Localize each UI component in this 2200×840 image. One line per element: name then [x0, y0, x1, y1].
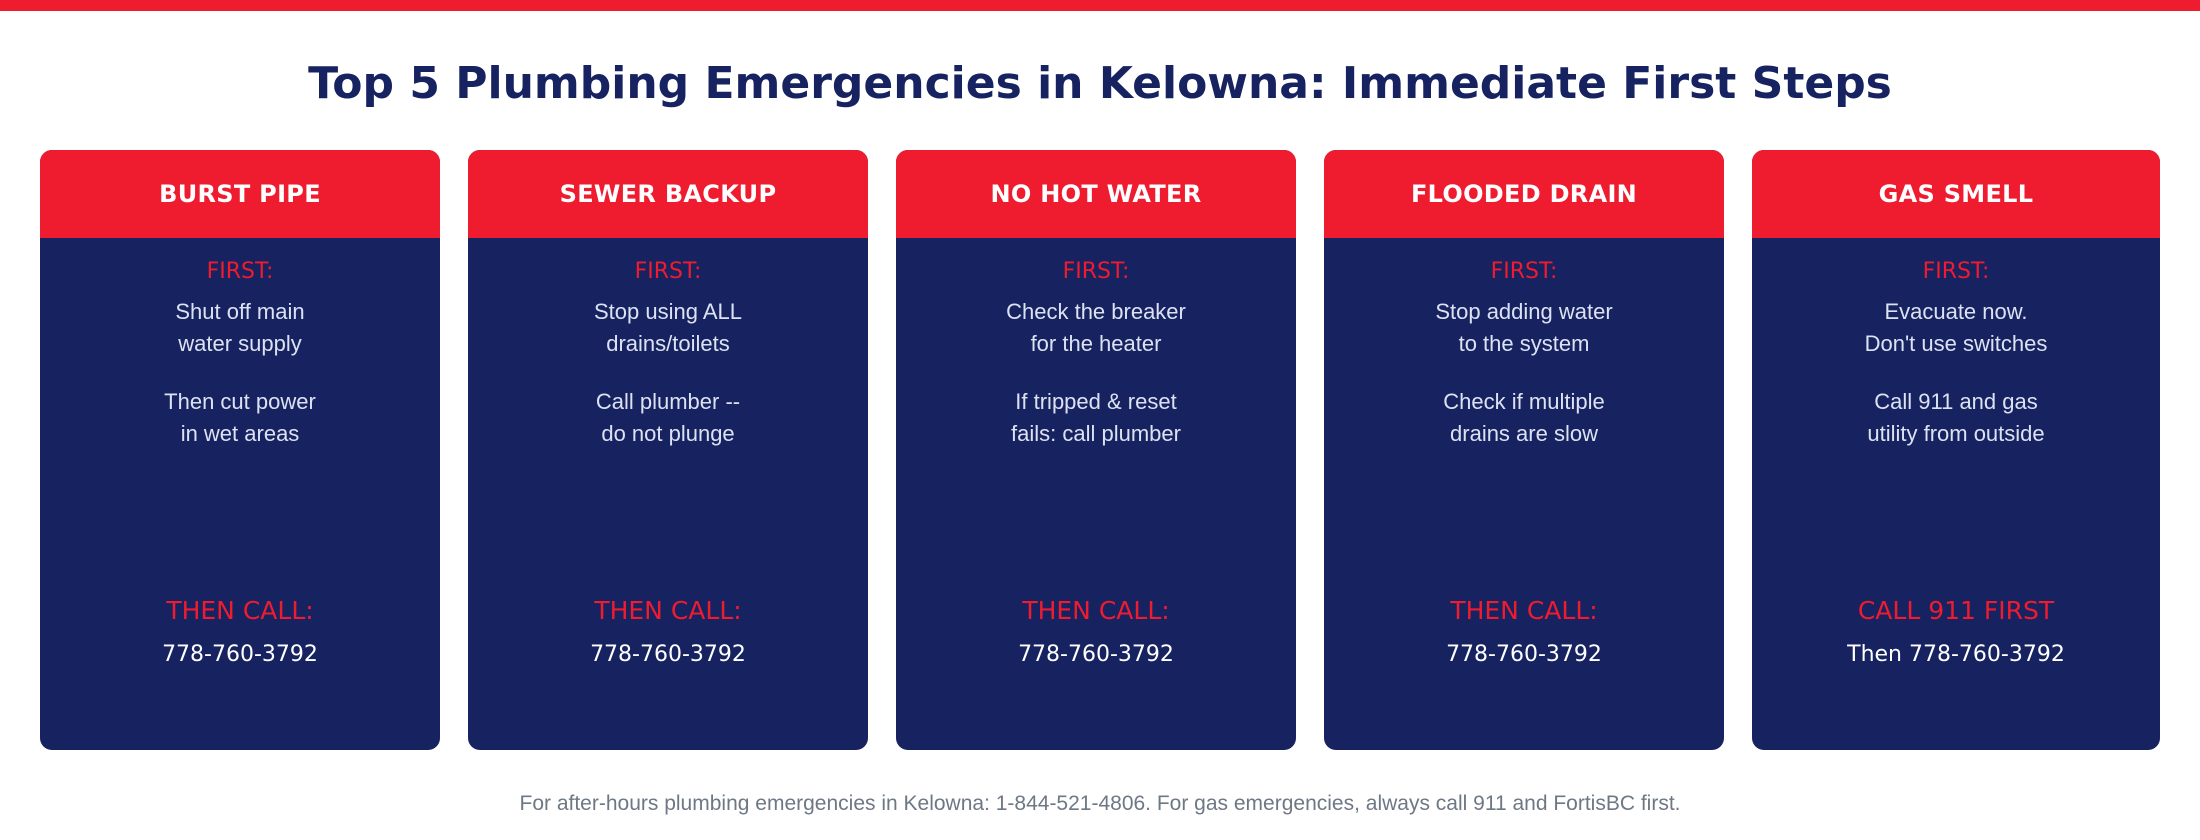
step-line: Check the breaker	[1006, 299, 1186, 324]
step-line: do not plunge	[601, 421, 735, 446]
top-accent-bar	[0, 0, 2200, 11]
card-title: GAS SMELL	[1878, 180, 2034, 208]
step-line: Stop using ALL	[593, 299, 742, 324]
card-burst-pipe	[40, 150, 440, 750]
step-line: Call 911 and gas	[1874, 389, 2038, 414]
step-line: for the heater	[1030, 331, 1162, 356]
step-line: Check if multiple	[1443, 389, 1605, 414]
first-label: FIRST:	[206, 259, 274, 284]
first-step	[468, 296, 868, 360]
first-label: FIRST:	[634, 259, 702, 284]
card-no-hot-water	[896, 150, 1296, 750]
first-label: FIRST:	[1062, 259, 1130, 284]
step-line: Call plumber --	[595, 389, 741, 414]
first-label: FIRST:	[1922, 259, 1990, 284]
card-gas-smell	[1752, 150, 2160, 750]
step-line: Shut off main	[175, 299, 305, 324]
step-line: fails: call plumber	[1011, 421, 1181, 446]
card-flooded-drain	[1324, 150, 1724, 750]
step-line: in wet areas	[180, 421, 300, 446]
first-step	[40, 296, 440, 360]
step-line: to the system	[1458, 331, 1590, 356]
card-header	[1324, 150, 1724, 238]
then-call-label: THEN CALL:	[594, 596, 742, 625]
second-step	[1324, 386, 1724, 450]
page-title: Top 5 Plumbing Emergencies in Kelowna: Immediate First Steps	[308, 58, 1892, 109]
first-step	[896, 296, 1296, 360]
second-step	[896, 386, 1296, 450]
step-line: drains are slow	[1450, 421, 1598, 446]
first-step	[1752, 296, 2160, 360]
second-step	[468, 386, 868, 450]
card-header	[1752, 150, 2160, 238]
then-call-label: THEN CALL:	[1022, 596, 1170, 625]
card-header	[40, 150, 440, 238]
card-header	[896, 150, 1296, 238]
then-call-label: THEN CALL:	[1450, 596, 1598, 625]
step-line: Then cut power	[164, 389, 316, 414]
card-sewer-backup	[468, 150, 868, 750]
card-title: FLOODED DRAIN	[1410, 180, 1638, 208]
phone-number: 778-760-3792	[1446, 642, 1602, 667]
first-label: FIRST:	[1490, 259, 1558, 284]
first-step	[1324, 296, 1724, 360]
step-line: Evacuate now.	[1884, 299, 2028, 324]
step-line: Stop adding water	[1435, 299, 1613, 324]
step-line: If tripped & reset	[1015, 389, 1177, 414]
phone-number: 778-760-3792	[590, 642, 746, 667]
then-call-label: THEN CALL:	[166, 596, 314, 625]
card-header	[468, 150, 868, 238]
second-step	[40, 386, 440, 450]
second-step	[1752, 386, 2160, 450]
phone-number: 778-760-3792	[1018, 642, 1174, 667]
step-line: utility from outside	[1867, 421, 2045, 446]
phone-number: Then 778-760-3792	[1847, 642, 2065, 667]
phone-number: 778-760-3792	[162, 642, 318, 667]
step-line: Don't use switches	[1864, 331, 2048, 356]
card-title: BURST PIPE	[159, 180, 321, 208]
then-call-label: CALL 911 FIRST	[1857, 596, 2055, 625]
card-title: SEWER BACKUP	[559, 180, 777, 208]
card-title: NO HOT WATER	[990, 180, 1202, 208]
step-line: water supply	[178, 331, 302, 356]
footer-note: For after-hours plumbing emergencies in Kelowna: 1-844-521-4806. For gas emergencies, always call 911 and FortisBC first.	[519, 792, 1681, 815]
step-line: drains/toilets	[606, 331, 730, 356]
